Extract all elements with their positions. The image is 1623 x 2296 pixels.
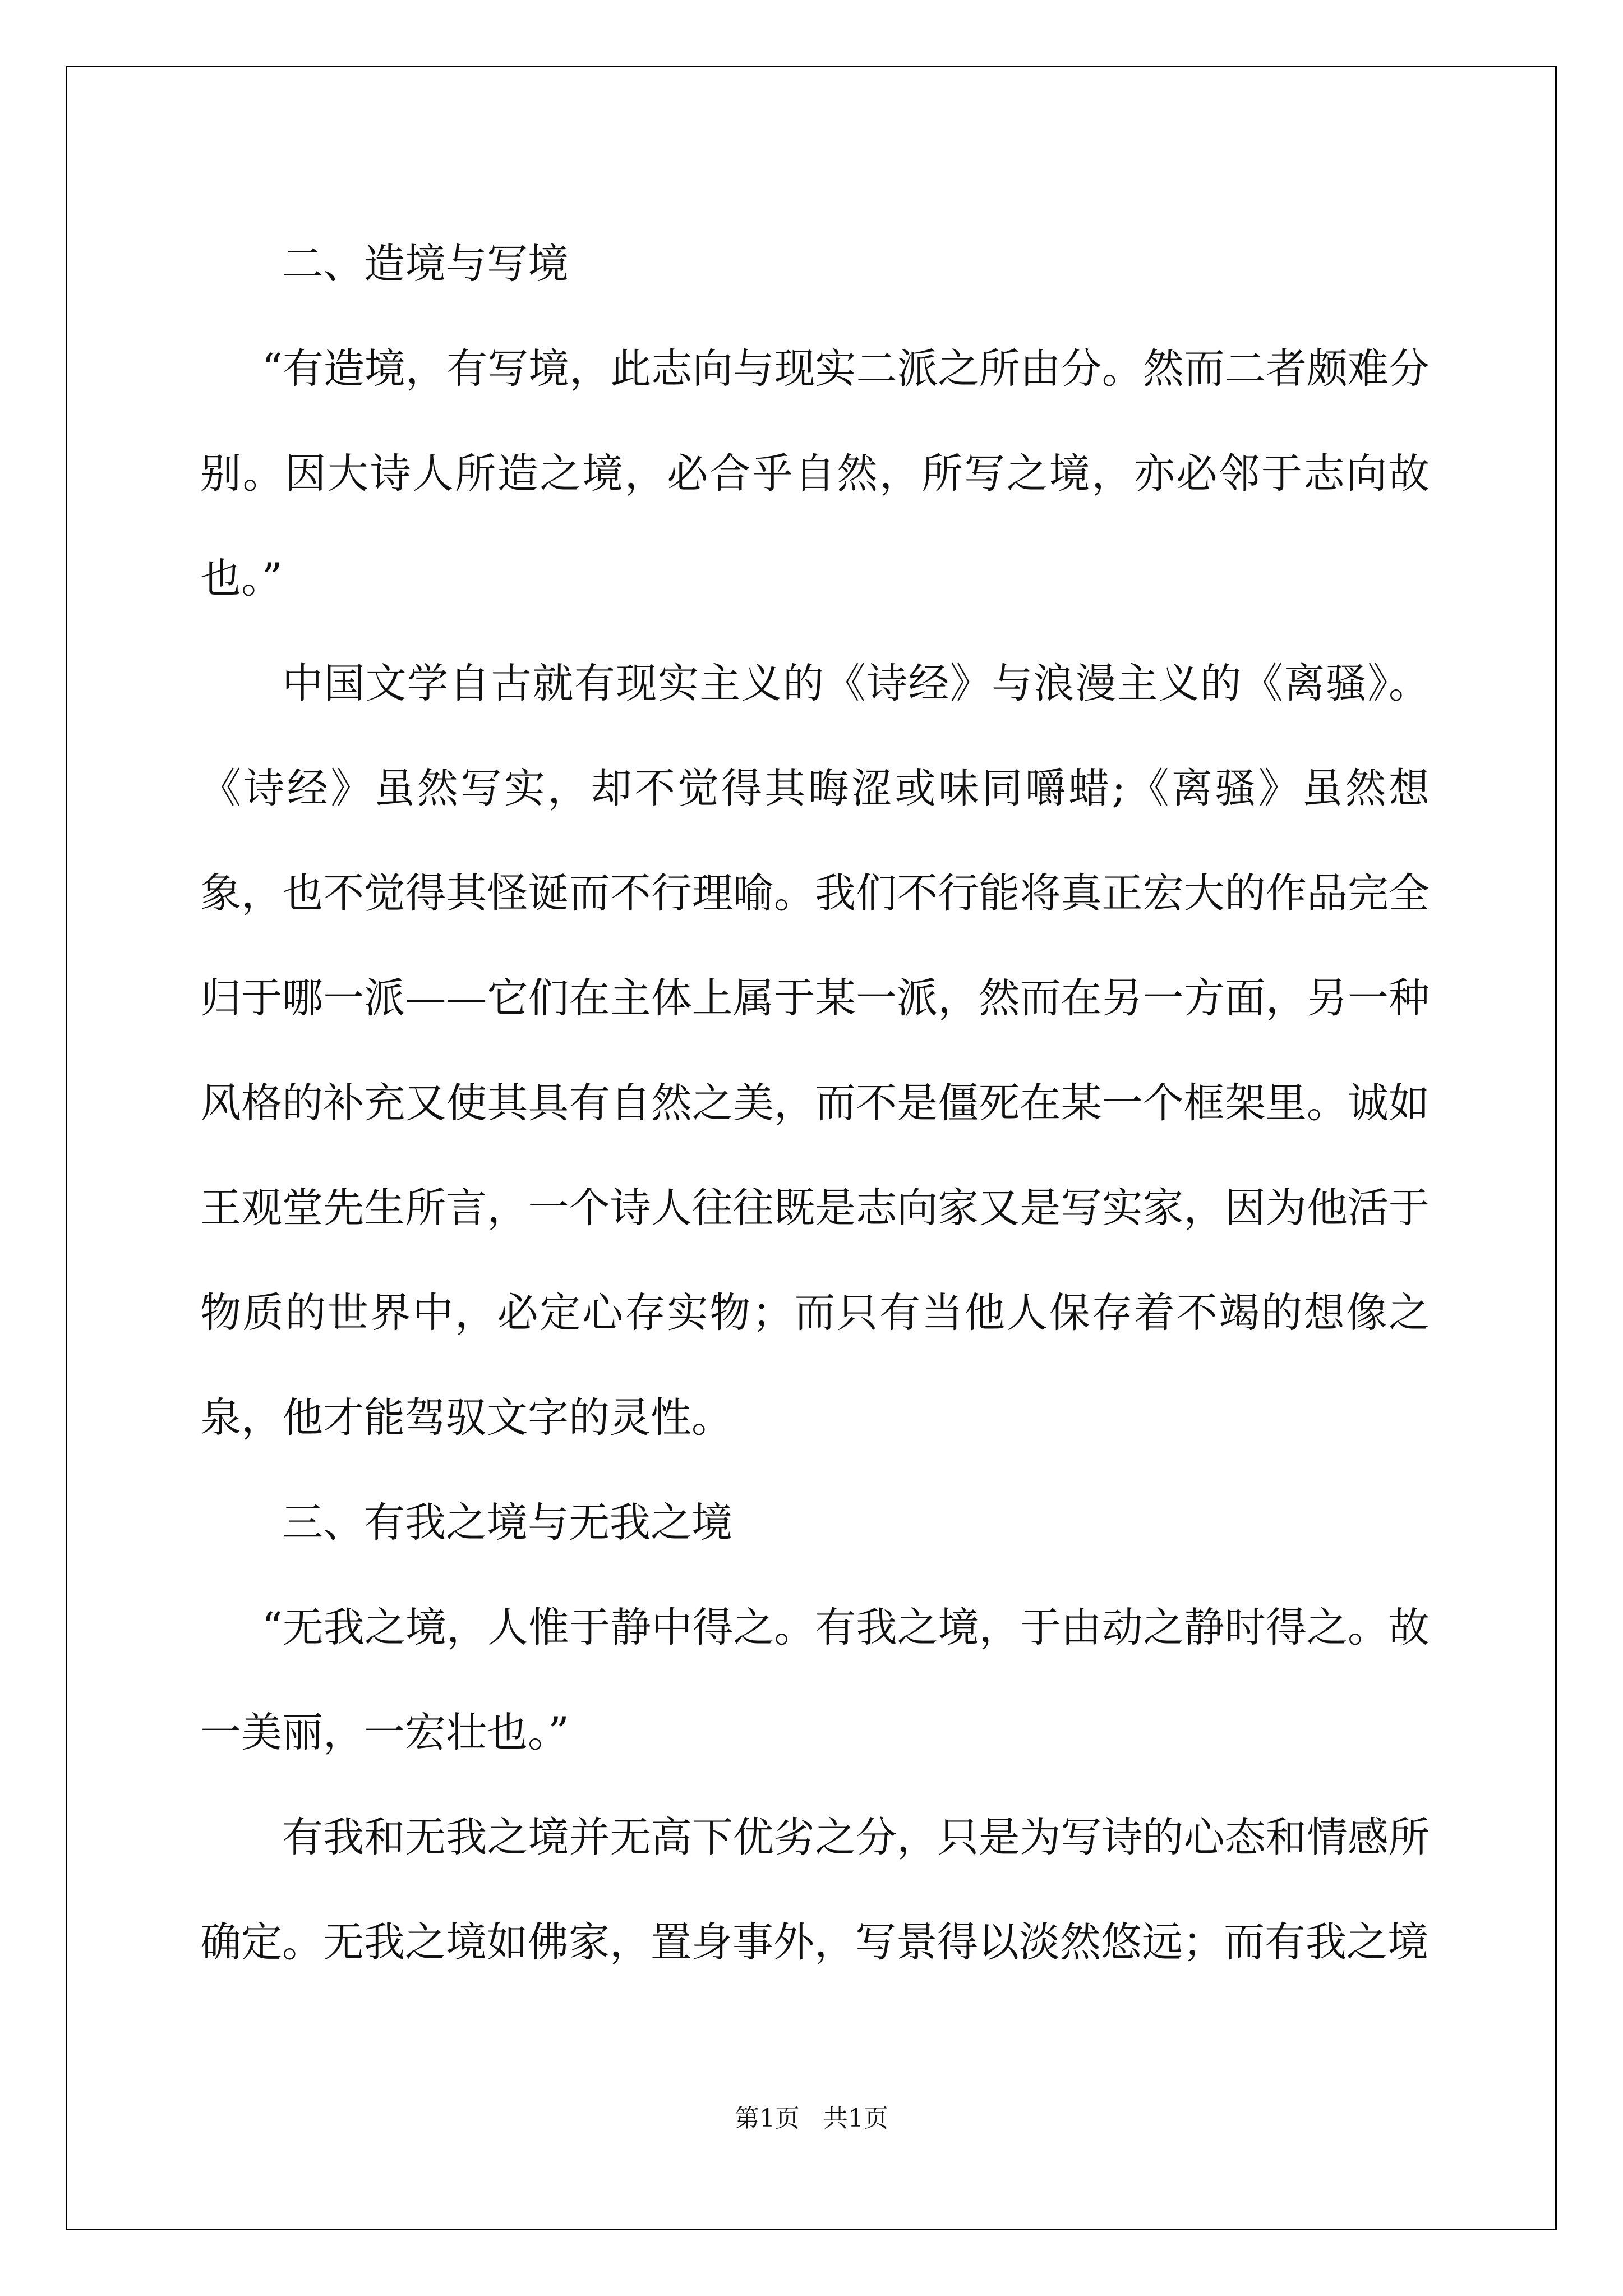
document-body [200,211,1430,1995]
body-paragraph-1: 中国文学自古就有现实主义的《诗经》与浪漫主义的《离骚》。《诗经》虽然写实，却不觉得其晦涩或味同嚼蜡;《离骚》虽然想象，也不觉得其怪诞而不行理喻。我们不行能将真正宏大的作品完全归于哪一派——它们在主体上属于某一派，然而在另一方面，另一种风格的补充又使其具有自然之美，而不是僵死在某一个框架里。诚如王观堂先生所言，一个诗人往往既是志向家又是写实家，因为他活于物质的世界中，必定心存实物；而只有当他人保存着不竭的想像之泉，他才能驾驭文字的灵性。 [200,660,1430,1442]
section-heading-2: 二、造境与写境 [282,240,569,288]
body-paragraph-2: 有我和无我之境并无高下优劣之分，只是为写诗的心态和情感所确定。无我之境如佛家，置身事外，写景得以淡然悠远；而有我之境 [200,1814,1430,1966]
section-heading-3: 三、有我之境与无我之境 [282,1499,732,1547]
quote-paragraph-1: “有造境，有写境，此志向与现实二派之所由分。然而二者颇难分别。因大诗人所造之境，必合乎自然，所写之境，亦必邻于志向故也。” [200,345,1430,602]
page-number: 第1页 共1页 [735,2104,888,2133]
quote-paragraph-2: “无我之境，人惟于静中得之。有我之境，于由动之静时得之。故一美丽，一宏壮也。” [200,1604,1430,1756]
